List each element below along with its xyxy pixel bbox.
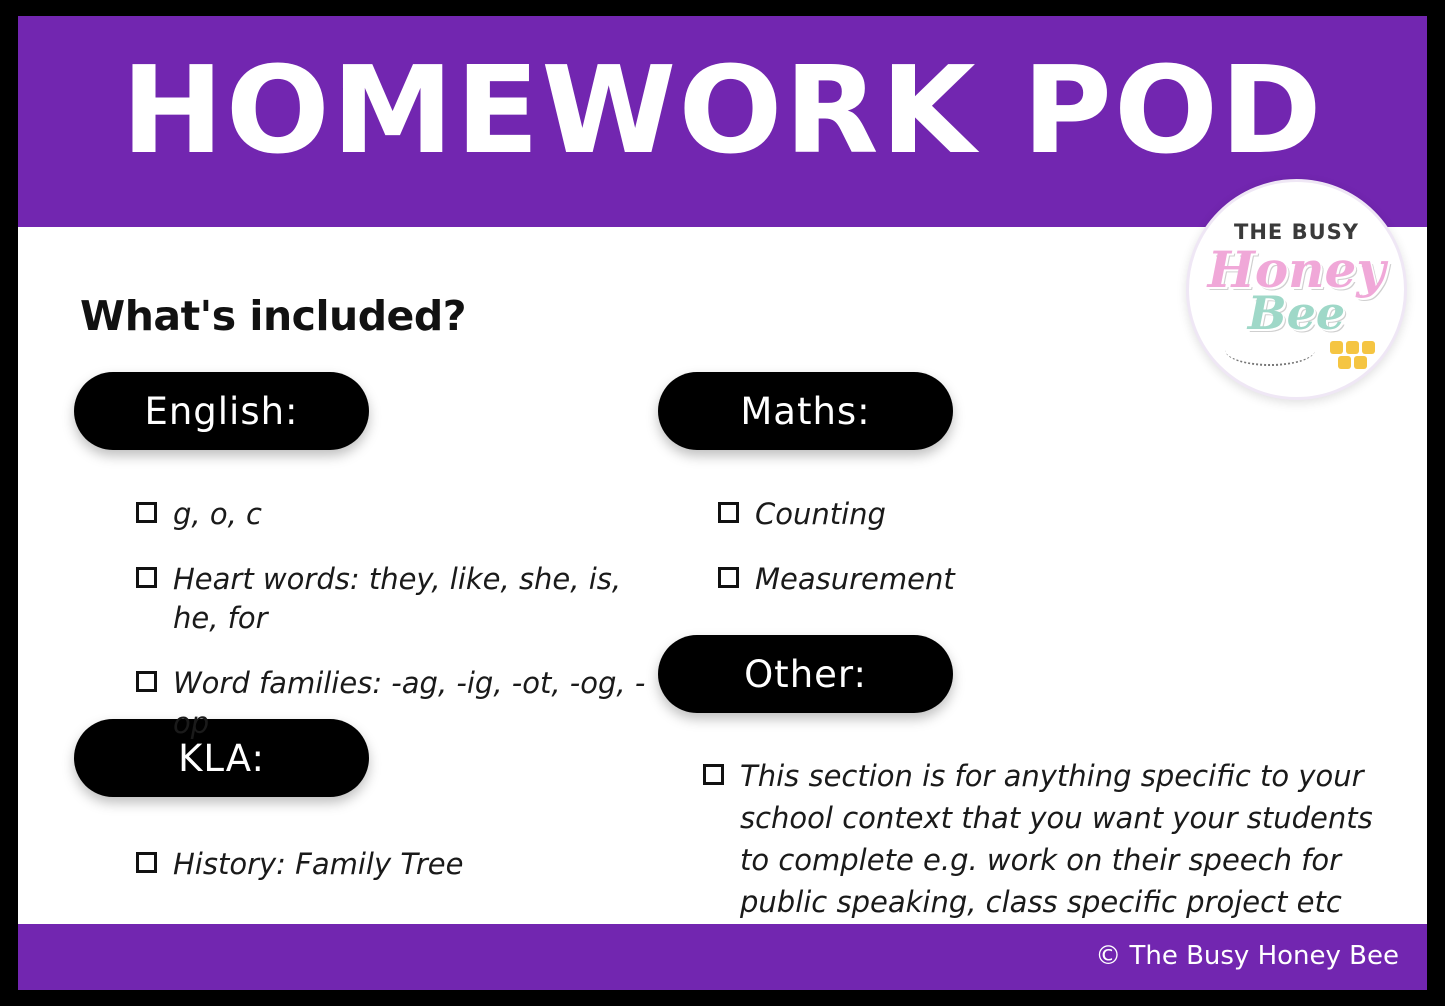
list-item-label: Counting	[755, 497, 886, 531]
list-kla	[136, 845, 656, 910]
logo-line-bee: Bee	[1247, 286, 1346, 340]
logo-line-the-busy: THE BUSY	[1234, 220, 1359, 244]
list-item	[136, 664, 656, 742]
list-item	[136, 845, 656, 884]
checkbox-icon[interactable]	[136, 671, 157, 692]
pill-heading-maths: Maths:	[658, 372, 953, 450]
list-item-label: This section is for anything specific to your school context that you want your students to complete e.g. work on their speech for public speaking, class specific project etc	[740, 759, 1373, 920]
poster-card	[18, 16, 1427, 990]
section-heading: What's included?	[80, 292, 466, 340]
list-item	[718, 495, 1238, 534]
list-item	[136, 495, 656, 534]
page-title: HOMEWORK POD	[121, 42, 1324, 181]
list-item-label: Measurement	[755, 562, 955, 597]
pill-heading-english: English:	[74, 372, 369, 450]
checkbox-icon[interactable]	[718, 567, 739, 588]
header-band	[18, 16, 1427, 227]
checkbox-icon[interactable]	[136, 567, 157, 588]
brand-logo	[1186, 179, 1407, 400]
list-item-label: History: Family Tree	[173, 847, 464, 881]
pill-heading-kla: KLA:	[74, 719, 369, 797]
list-item	[136, 560, 656, 638]
footer-band	[18, 924, 1427, 990]
checkbox-icon[interactable]	[703, 764, 724, 785]
honeycomb-icon	[1330, 341, 1376, 371]
list-item	[703, 755, 1393, 923]
list-item-label: Heart words: they, like, she, is, he, for	[173, 562, 622, 636]
checkbox-icon[interactable]	[136, 502, 157, 523]
content-area	[18, 220, 1427, 924]
bee-trail-icon	[1225, 334, 1315, 366]
list-english	[136, 495, 656, 769]
list-maths	[718, 495, 1238, 625]
list-item-label: Word families: -ag, -ig, -ot, -og, -op	[173, 666, 646, 740]
logo-line-honey: Honey	[1207, 240, 1386, 299]
checkbox-icon[interactable]	[136, 852, 157, 873]
pill-heading-other: Other:	[658, 635, 953, 713]
list-item	[718, 560, 1238, 599]
checkbox-icon[interactable]	[718, 502, 739, 523]
copyright-text: © The Busy Honey Bee	[1095, 941, 1399, 971]
list-other	[703, 755, 1393, 923]
list-item-label: g, o, c	[173, 497, 262, 531]
